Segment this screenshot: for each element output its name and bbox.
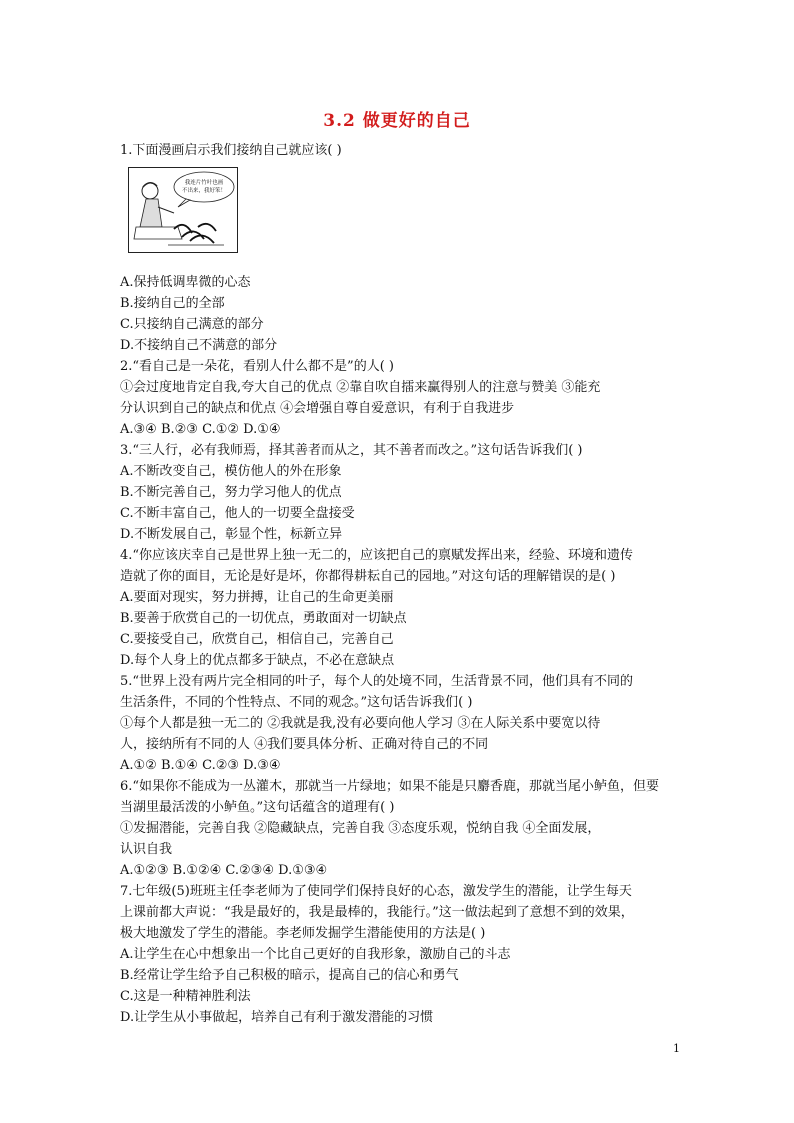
question-stem: 6.“如果你不能成为一丛灌木，那就当一片绿地；如果不能是只麝香鹿，那就当尾小鲈鱼，但要 bbox=[120, 779, 660, 794]
question-3 bbox=[120, 440, 680, 545]
question-1 bbox=[120, 140, 680, 356]
question-stem: 造就了你的面目，无论是好是坏，你都得耕耘自己的园地。”对这句话的理解错误的是( ) bbox=[120, 569, 616, 584]
question-5 bbox=[120, 671, 680, 776]
option-d: D.不断发展自己，彰显个性，标新立异 bbox=[120, 527, 343, 542]
option-b: B.不断完善自己，努力学习他人的优点 bbox=[120, 485, 342, 500]
question-stem: 当湖里最活泼的小鲈鱼。”这句话蕴含的道理有( ) bbox=[120, 800, 395, 815]
option-c: C.不断丰富自己，他人的一切要全盘接受 bbox=[120, 506, 355, 521]
cartoon-speech-line-2: 不出来，我好笨！ bbox=[181, 188, 227, 194]
options-line: A.①② B.①④ C.②③ D.③④ bbox=[120, 758, 281, 773]
question-6 bbox=[120, 776, 680, 881]
statement-line: ①每个人都是独一无二的 ②我就是我,没有必要向他人学习 ③在人际关系中要宽以待 bbox=[120, 716, 601, 731]
option-a: A.不断改变自己，模仿他人的外在形象 bbox=[120, 464, 342, 479]
option-b: B.经常让学生给予自己积极的暗示，提高自己的信心和勇气 bbox=[120, 968, 459, 983]
page-title: 3.2 做更好的自己 bbox=[323, 111, 471, 131]
question-stem: 5.“世界上没有两片完全相同的叶子，每个人的处境不同，生活背景不同，他们具有不同的 bbox=[120, 674, 634, 689]
question-stem: 2.“看自己是一朵花，看别人什么都不是”的人( ) bbox=[120, 359, 394, 374]
question-stem: 4.“你应该庆幸自己是世界上独一无二的，应该把自己的禀赋发挥出来，经验、环境和遗传 bbox=[120, 548, 634, 563]
option-a: A.保持低调卑微的心态 bbox=[120, 275, 251, 290]
question-list bbox=[120, 140, 680, 1028]
cartoon-speech-line-1: 我连片竹叶也画 bbox=[184, 180, 224, 186]
statement-line: 人，接纳所有不同的人 ④我们要具体分析、正确对待自己的不同 bbox=[120, 737, 489, 752]
statement-line: 分认识到自己的缺点和优点 ④会增强自尊自爱意识，有利于自我进步 bbox=[120, 401, 515, 416]
option-a: A.要面对现实，努力拼搏，让自己的生命更美丽 bbox=[120, 590, 394, 605]
question-stem: 7.七年级(5)班班主任李老师为了使同学们保持良好的心态，激发学生的潜能，让学生每天 bbox=[120, 884, 632, 899]
question-2 bbox=[120, 356, 680, 440]
statement-line: 认识自我 bbox=[120, 842, 173, 857]
option-d: D.每个人身上的优点都多于缺点，不必在意缺点 bbox=[120, 653, 395, 668]
option-b: B.接纳自己的全部 bbox=[120, 296, 225, 311]
question-7 bbox=[120, 881, 680, 1028]
options-line: A.③④ B.②③ C.①② D.①④ bbox=[120, 422, 281, 437]
option-d: D.让学生从小事做起，培养自己有利于激发潜能的习惯 bbox=[120, 1010, 434, 1025]
option-c: C.要接受自己，欣赏自己，相信自己，完善自己 bbox=[120, 632, 394, 647]
page-number: 1 bbox=[673, 1042, 680, 1055]
statement-line: ①发掘潜能，完善自我 ②隐藏缺点，完善自我 ③态度乐观，悦纳自我 ④全面发展， bbox=[120, 821, 601, 836]
question-stem: 极大地激发了学生的潜能。李老师发掘学生潜能使用的方法是( ) bbox=[120, 926, 486, 941]
statement-line: ①会过度地肯定自我,夸大自己的优点 ②靠自吹自擂来赢得别人的注意与赞美 ③能充 bbox=[120, 380, 601, 395]
question-stem: 上课前都大声说：“我是最好的，我是最棒的，我能行。”这一做法起到了意想不到的效果， bbox=[120, 905, 634, 920]
cartoon-image bbox=[128, 167, 238, 253]
options-line: A.①②③ B.①②④ C.②③④ D.①③④ bbox=[120, 863, 328, 878]
option-c: C.这是一种精神胜利法 bbox=[120, 989, 251, 1004]
option-d: D.不接纳自己不满意的部分 bbox=[120, 338, 278, 353]
option-c: C.只接纳自己满意的部分 bbox=[120, 317, 264, 332]
question-4 bbox=[120, 545, 680, 671]
question-stem: 1.下面漫画启示我们接纳自己就应该( ) bbox=[120, 143, 342, 158]
option-b: B.要善于欣赏自己的一切优点，勇敢面对一切缺点 bbox=[120, 611, 407, 626]
option-a: A.让学生在心中想象出一个比自己更好的自我形象，激励自己的斗志 bbox=[120, 947, 511, 962]
question-stem: 3.“三人行，必有我师焉，择其善者而从之，其不善者而改之。”这句话告诉我们( ) bbox=[120, 443, 583, 458]
question-stem: 生活条件，不同的个性特点、不同的观念。”这句话告诉我们( ) bbox=[120, 695, 473, 710]
